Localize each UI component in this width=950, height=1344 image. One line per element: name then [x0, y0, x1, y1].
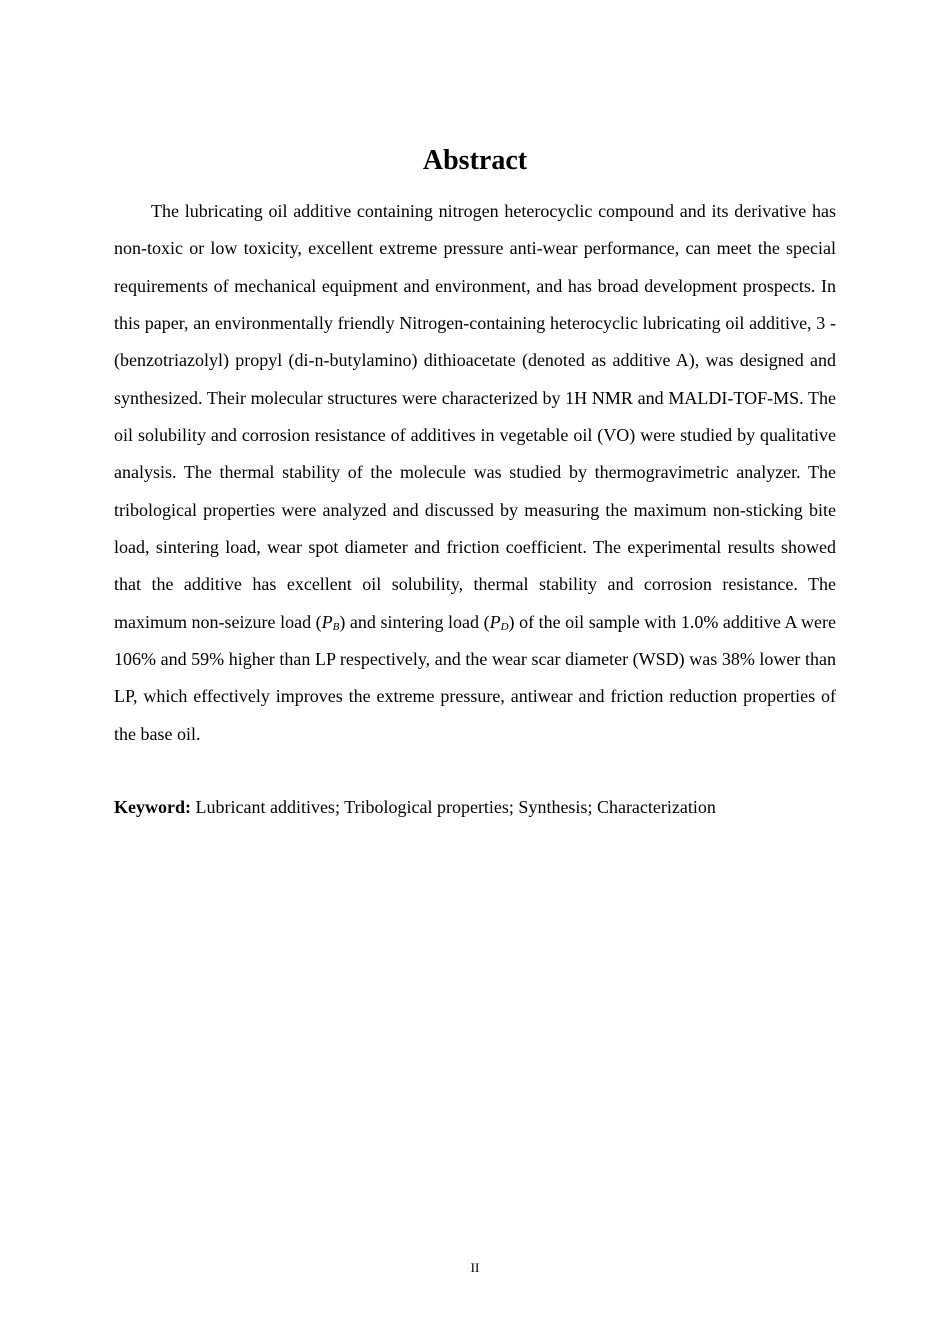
pb-subscript: B: [332, 620, 340, 633]
abstract-text-part3: ) of the oil sample with 1.0% additive A were 106% and 59% higher than LP respectively, and the wear scar diameter (WSD) was 38% lower than LP, which effectively improves the extreme pressure, antiwear and friction reduction properties of the base oil.: [114, 611, 836, 744]
abstract-text-part2: ) and sintering load (: [339, 611, 490, 632]
keywords-text: Lubricant additives; Tribological properties; Synthesis; Characterization: [190, 797, 716, 817]
page-number: II: [470, 1260, 480, 1275]
keywords-label: Keyword:: [114, 797, 191, 817]
pd-symbol: P: [489, 611, 501, 632]
pd-subscript: D: [500, 620, 509, 633]
pb-symbol: P: [321, 611, 333, 632]
page-title: Abstract: [422, 145, 528, 176]
abstract-text-part1: The lubricating oil additive containing nitrogen heterocyclic compound and its derivative has non-toxic or low toxicity, excellent extreme pressure anti-wear performance, can meet the special requirements of mechanical equipment and environment, and has broad development prospects. In this paper, an environmentally friendly Nitrogen-containing heterocyclic lubricating oil additive, 3 - (benzotriazolyl) propyl (di-n-butylamino) dithioacetate (denoted as additive A), was designed and synthesized. Their molecular structures were characterized by 1H NMR and MALDI-TOF-MS. The oil solubility and corrosion resistance of additives in vegetable oil (VO) were studied by qualitative analysis. The thermal stability of the molecule was studied by thermogravimetric analyzer. The tribological properties were analyzed and discussed by measuring the maximum non-sticking bite load, sintering load, wear spot diameter and friction coefficient. The experimental results showed that the additive has excellent oil solubility, thermal stability and corrosion resistance. The maximum non-seizure load (: [114, 201, 836, 632]
abstract-paragraph: [114, 193, 836, 753]
keywords-line: [114, 791, 836, 823]
